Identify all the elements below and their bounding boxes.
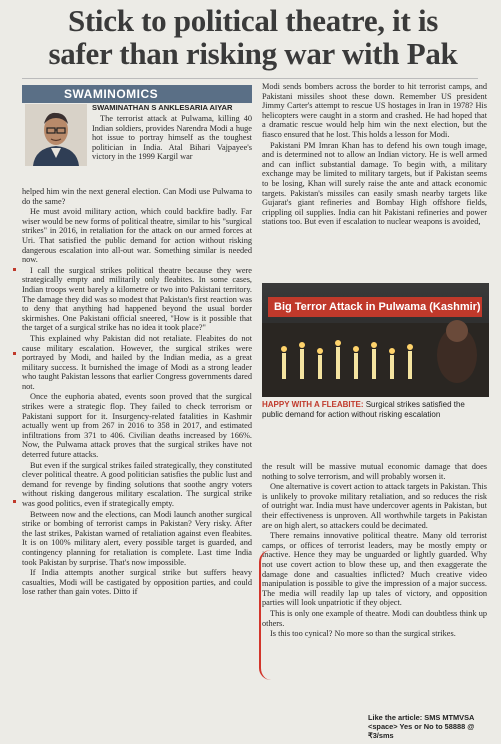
paragraph: Modi sends bombers across the border to hit terrorist camps, and Pakistani missiles shoot these down. Remember US president Jimmy Carter's attempt to rescue US hostages in Iran in 1978? His helicopters were caught in a storm and crashed. He had hoped that a dramatic rescue would help him win the next election, but the fiasco ensured that he lost. This holds a lesson for Modi. xyxy=(262,82,487,139)
news-photo xyxy=(262,283,489,397)
paragraph: One alternative is covert action to attack targets in Pakistan. This is unlikely to provoke military retaliation, and so reduces the risk of outright war. India must have undercover agents in Pakistan, but their effectiveness is unproven. All worthwhile targets in Pakistan are on high alert, so attackers could be decimated. xyxy=(262,482,487,530)
paragraph: Between now and the elections, can Modi launch another surgical strike or bombing of terrorist camps in Pakistan? Very risky. After the last strikes, Pakistan warned of retaliation against even fleabites. It is on 100% military alert, every possible target is guarded, and contingency planning for retaliation is complete. Last time India took Pakistan by surprise. That's now impossible. xyxy=(22,509,252,567)
headline xyxy=(18,4,488,70)
paragraph: I call the surgical strikes political theatre because they were strategically empty and militarily only fleabites. In some cases, Indian troops went barely a kilometre or two into Pakistani territory. The damage they did was so modest that Pakistan's first reaction was to deny that anything had happened beyond the usual border skirmishes. One Pakistani official sneered, "How is it possible that the target of a surgical strike has no idea it took place?" xyxy=(22,265,252,333)
paragraph: helped him win the next general election. Can Modi use Pulwama to do the same? xyxy=(22,187,252,206)
paragraph: Once the euphoria abated, events soon proved that the surgical strikes were a strategic flop. They failed to check terrorism or Pakistani support for it. Insurgency-related fatalities in Kashmir actually went up from 267 in 2016 to 358 in 2017, and estimated infiltrations from 371 to 406. Civilian deaths increased by 166%. Now, the Pulwama attack proves that the surgical strikes have not deterred future attacks. xyxy=(22,392,252,460)
right-column-top xyxy=(262,82,487,228)
margin-mark xyxy=(13,352,16,355)
left-column xyxy=(22,187,252,598)
caption-text: Surgical strikes satisfied the public demand for action without risking escalation xyxy=(262,400,465,419)
paragraph: But even if the surgical strikes failed strategically, they constituted clever political theatre. A good politician satisfies the public lust and demand for revenge by finding solutions that soothe angry voters without risking dangerous military escalation. The surgical strike was good politics, even if strategically empty. xyxy=(22,460,252,508)
paragraph: There remains innovative political theatre. Many old terrorist camps, or offices of terrorist leaders, may be mostly empty or inactive. Hence they may be unguarded or lightly guarded. Why not use covert action to blow these up, and then exaggerate the damage done and casualties inflicted? Much creative video manipulation is possible to give the impression of a major success. The media will readily lap up tales of victory, and opposition parties will look unpatriotic if they object. xyxy=(262,531,487,608)
headline-line-1: Stick to political theatre, it is xyxy=(67,3,439,38)
sms-line-1: Like the article: SMS MTMVSA xyxy=(368,713,475,722)
right-column-bottom xyxy=(262,462,487,640)
sms-line-2: <space> Yes or No to 58888 @ ₹3/sms xyxy=(368,722,475,740)
sms-prompt xyxy=(368,713,488,740)
paragraph: This explained why Pakistan did not retaliate. Fleabites do not cause military escalation. However, the surgical strikes were portrayed by Modi, and hailed by the Indian media, as a great military success. It burnished the image of Modi as a strong leader who taught Pakistan lessons that earlier Congress governments dared not. xyxy=(22,333,252,391)
paragraph: Pakistani PM Imran Khan has to defend his own tough image, and is determined not to allow an Indian victory. He is well armed and can inflict substantial damage. To begin with, a military exchange may be limited to military targets, but if Pakistan seems to be losing, Khan will surely raise the ante and attack economic targets. Pakistan's missiles can easily smash nearby targets like Gujarat's giant refineries and Bombay High offshore fields, crippling oil supplies. India can hit Pakistani refineries and power stations too. But even if escalation to nuclear weapons is avoided, xyxy=(262,140,487,227)
margin-mark xyxy=(13,500,16,503)
caption-lead: HAPPY WITH A FLEABITE: xyxy=(262,400,364,409)
paragraph: Is this too cynical? No more so than the surgical strikes. xyxy=(270,629,456,639)
headline-rule xyxy=(22,78,478,79)
column-kicker: SWAMINOMICS xyxy=(22,85,252,103)
red-pen-bracket xyxy=(259,550,275,680)
intro-paragraph: The terrorist attack at Pulwama, killing 40 Indian soldiers, provides Narendra Modi a huge hot issue to portray himself as the toughest politician in India. Atal Bihari Vajpayee's victory in the 1999 Kargil war xyxy=(92,114,252,162)
paragraph: the result will be massive mutual economic damage that does nothing to solve terrorism, and will probably worsen it. xyxy=(262,462,487,481)
photo-caption xyxy=(262,400,487,419)
intro-text xyxy=(92,114,252,163)
headline-line-2: safer than risking war with Pak xyxy=(48,36,458,71)
paragraph: This is only one example of theatre. Modi can doubtless think up others. xyxy=(262,608,487,628)
paragraph: If India attempts another surgical strike but suffers heavy casualties, Modi will be castigated by opposition parties, and could lose rather than gain votes. Ditto if xyxy=(22,568,252,597)
author-portrait xyxy=(25,104,87,166)
byline: SWAMINATHAN S ANKLESARIA AIYAR xyxy=(92,103,233,112)
paragraph: He must avoid military action, which could backfire badly. Far wiser would be new forms of political theatre, similar to his "surgical strikes" in 2016, in retaliation for the attack on our armed forces at Uri. That satisfied the public demand for action without risking dangerous escalation into all-out war. Something similar is needed now. xyxy=(22,207,252,265)
photo-banner: Big Terror Attack in Pulwama (Kashmir) xyxy=(268,297,482,317)
margin-mark xyxy=(13,268,16,271)
